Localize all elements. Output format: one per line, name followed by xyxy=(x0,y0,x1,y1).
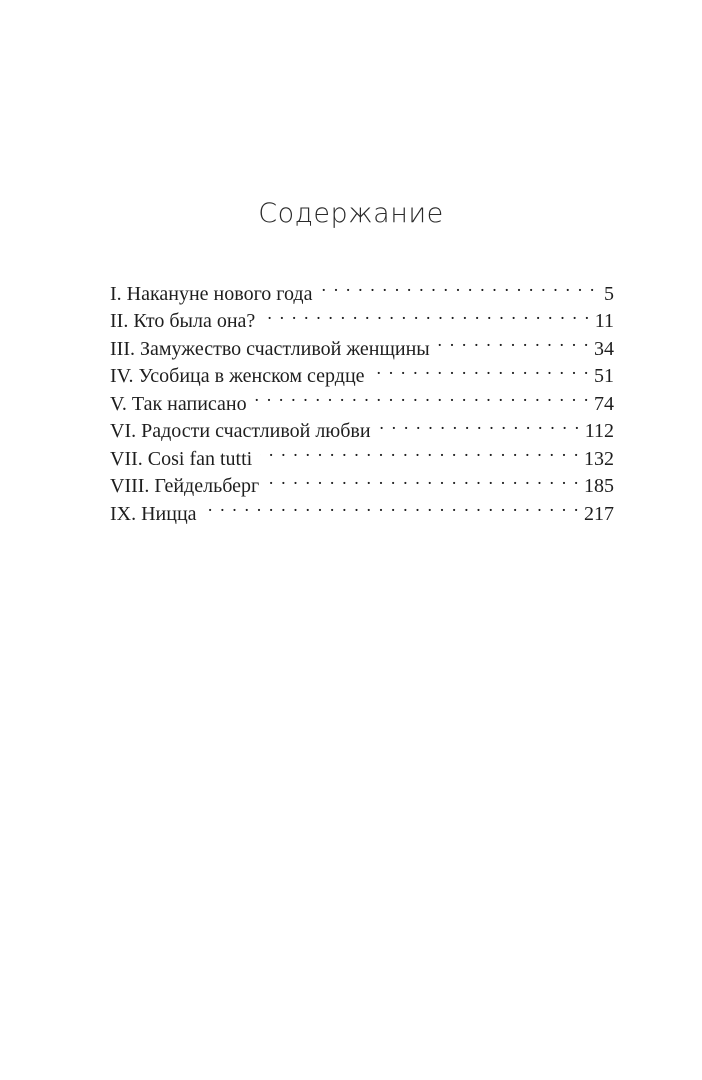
toc-entry-page-number: 74 xyxy=(594,392,614,415)
toc-entry-page-number: 132 xyxy=(584,447,614,470)
toc-entry-title: IV. Усобица в женском сердце xyxy=(110,365,365,387)
dot-leader xyxy=(373,355,590,383)
toc-entry-title: III. Замужество счастливой женщины xyxy=(110,337,430,360)
toc-entry-page-number: 112 xyxy=(584,420,614,442)
toc-entry-page-number: 185 xyxy=(584,475,614,497)
dot-leader xyxy=(267,465,580,493)
toc-entry-page-number: 217 xyxy=(584,502,614,525)
toc-entry xyxy=(110,272,614,305)
toc-entry-title: II. Кто была она? xyxy=(110,310,256,332)
page-title: Содержание xyxy=(258,198,444,229)
toc-entry-title: VII. Cosi fan tutti xyxy=(110,447,253,470)
toc-entry-page-number: 5 xyxy=(604,282,614,305)
toc-entry-page-number: 11 xyxy=(594,310,614,332)
dot-leader xyxy=(255,382,590,410)
dot-leader xyxy=(263,300,590,328)
table-of-contents xyxy=(110,272,614,525)
dot-leader xyxy=(438,327,590,355)
toc-entry-page-number: 34 xyxy=(594,337,614,360)
toc-entry-page-number: 51 xyxy=(594,365,614,387)
toc-entry-title: VI. Радости счастливой любви xyxy=(110,420,371,442)
toc-entry-title: IX. Ницца xyxy=(110,502,197,525)
toc-entry-title: V. Так написано xyxy=(110,392,247,415)
dot-leader xyxy=(379,410,581,438)
toc-entry-title: VIII. Гейдельберг xyxy=(110,475,260,497)
dot-leader xyxy=(260,437,580,465)
dot-leader xyxy=(205,492,580,520)
toc-entry-title: I. Накануне нового года xyxy=(110,282,313,305)
dot-leader xyxy=(320,272,596,300)
